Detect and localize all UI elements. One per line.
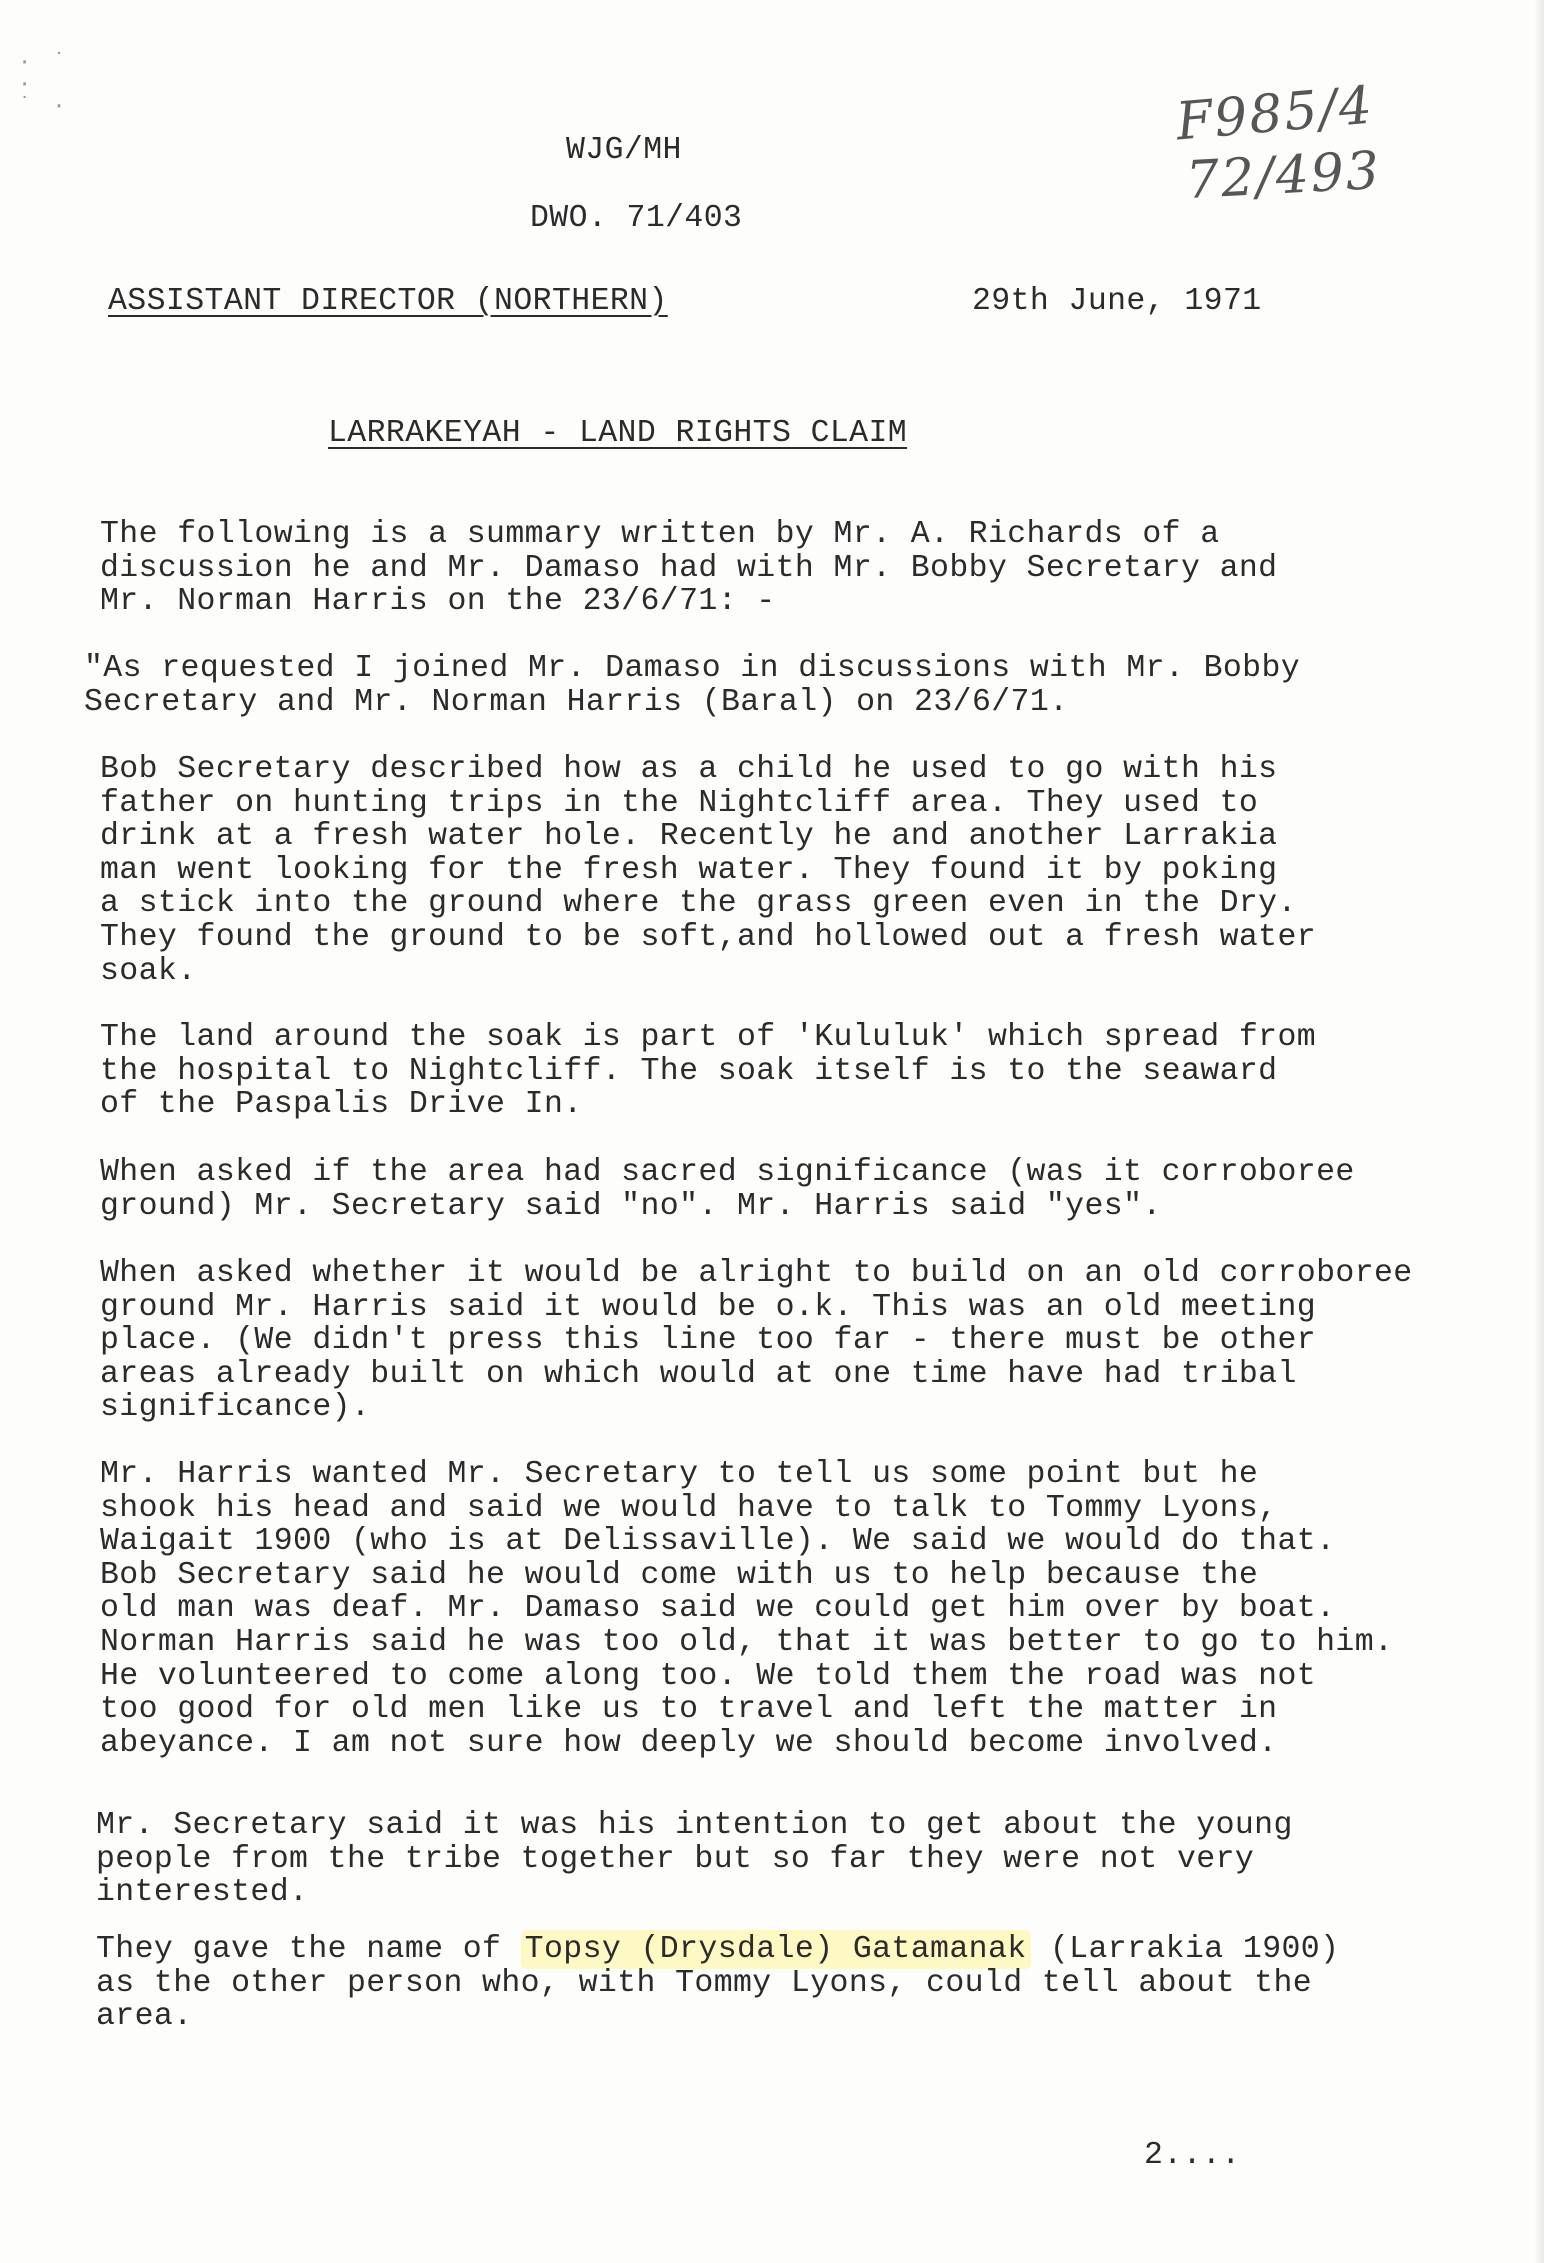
intro-paragraph: The following is a summary written by Mr. A. Richards of a discussion he and Mr. Damaso had with Mr. Bobby Secretary and Mr. Norman Harris on the 23/6/71: - [100, 517, 1278, 620]
topsy-text-before: They gave the name of [96, 1932, 521, 1967]
addressee: ASSISTANT DIRECTOR (NORTHERN) [108, 284, 668, 319]
topsy-text-after: (Larrakia 1900) as the other person who, with Tommy Lyons, could tell about the area. [96, 1932, 1340, 2035]
topsy-paragraph [96, 1933, 1516, 2034]
young-people-paragraph: Mr. Secretary said it was his intention to get about the young people from the tribe together but so far they were not very interested. [96, 1808, 1293, 1911]
initials: WJG/MH [566, 133, 682, 168]
handwritten-file-number: F985/4 [1173, 75, 1377, 153]
corroboree-ground-paragraph: When asked whether it would be alright to build on an old corroboree ground Mr. Harris said it would be o.k. This was an old meeting place. (We didn't press this line too far - there must be other areas already built on which would at one time have had tribal significance). [100, 1256, 1413, 1426]
page-edge-shadow [1534, 0, 1544, 2263]
tommy-lyons-paragraph: Mr. Harris wanted Mr. Secretary to tell us some point but he shook his head and said we would have to talk to Tommy Lyons, Waigait 1900 (who is at Delissaville). We said we would do that. Bob Secretary said he would come with us to help because the old man was deaf. Mr. Damaso said we could get him over by boat. Norman Harris said he was too old, that it was better to go to him. He volunteered to come along too. We told them the road was not too good for old men like us to travel and left the matter in abeyance. I am not sure how deeply we should become involved. [100, 1457, 1394, 1761]
childhood-paragraph: Bob Secretary described how as a child he used to go with his father on hunting trips in the Nightcliff area. They used to drink at a fresh water hole. Recently he and another Larrakia man went looking for the fresh water. They found it by poking a stick into the ground where the grass green even in the Dry. They found the ground to be soft,and hollowed out a fresh water soak. [100, 752, 1317, 989]
reference-number: DWO. 71/403 [530, 201, 743, 236]
memo-date: 29th June, 1971 [972, 284, 1262, 319]
highlighted-name: Topsy (Drysdale) Gatamanak [521, 1930, 1031, 1969]
page-continuation: 2.... [1144, 2138, 1241, 2173]
land-paragraph: The land around the soak is part of 'Kululuk' which spread from the hospital to Nightcliff. The soak itself is to the seaward of the Paspalis Drive In. [100, 1020, 1317, 1123]
sacred-significance-paragraph: When asked if the area had sacred significance (was it corroboree ground) Mr. Secretary said "no". Mr. Harris said "yes". [100, 1155, 1355, 1224]
scan-specks: · ˙ · ˙ · [18, 50, 70, 119]
handwritten-file-number-2: 72/493 [1184, 140, 1383, 212]
quote-opening-paragraph: "As requested I joined Mr. Damaso in discussions with Mr. Bobby Secretary and Mr. Norman Harris (Baral) on 23/6/71. [84, 651, 1301, 720]
memo-title: LARRAKEYAH - LAND RIGHTS CLAIM [328, 416, 908, 451]
